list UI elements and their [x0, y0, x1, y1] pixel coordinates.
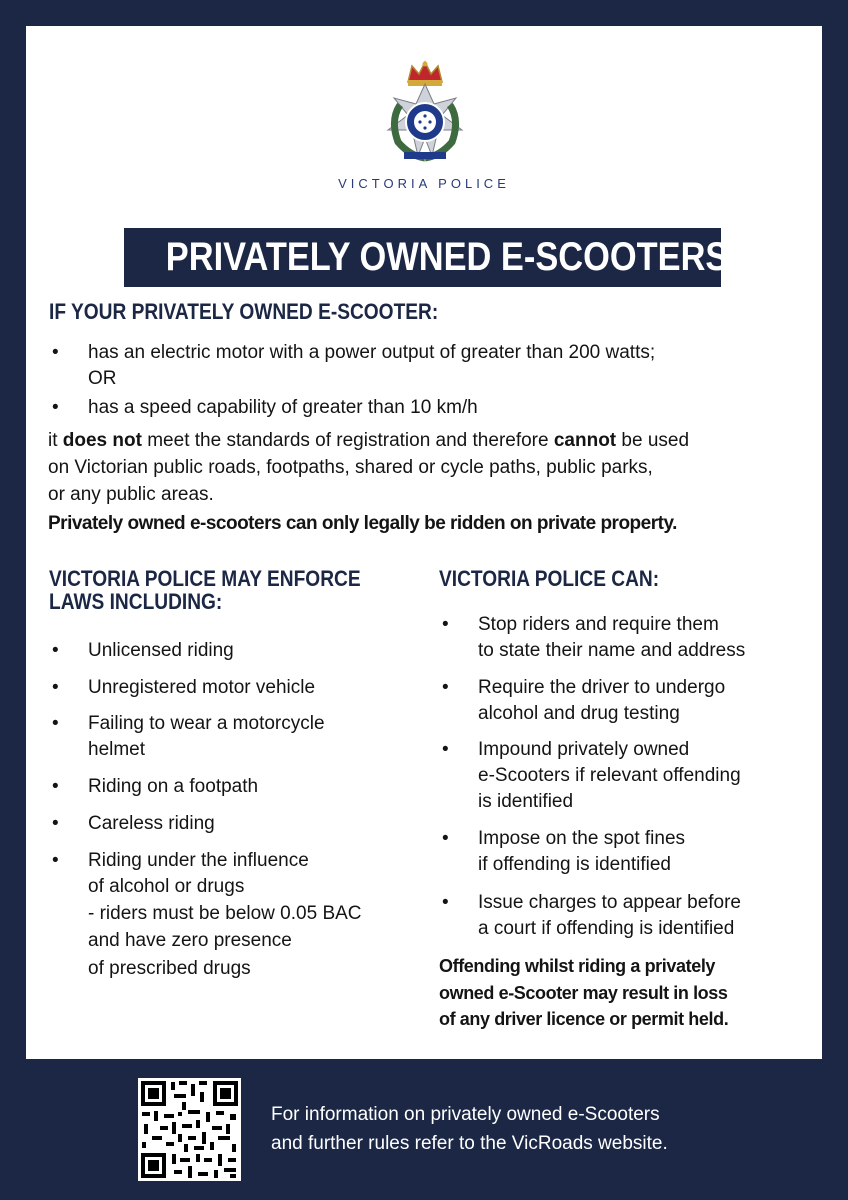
bullet-glyph: • [52, 813, 59, 834]
law-text: and have zero presence [88, 930, 292, 951]
para-text: be used [616, 430, 690, 451]
title-banner [124, 228, 729, 287]
power-text: Stop riders and require them [478, 614, 719, 635]
power-text: Require the driver to undergo [478, 677, 726, 698]
intro-paragraph-line: or any public areas. [48, 484, 214, 505]
bullet-glyph: • [52, 640, 59, 661]
footer-info: For information on privately owned e-Scooters [271, 1104, 660, 1125]
law-text: Unregistered motor vehicle [88, 677, 316, 698]
power-text: Impound privately owned [478, 739, 690, 760]
bullet-glyph: • [52, 776, 59, 797]
intro-bullet [52, 395, 752, 421]
qr-code-icon[interactable] [138, 1078, 241, 1181]
power-text: Issue charges to appear before [478, 892, 742, 913]
power-text: a court if offending is identified [478, 918, 735, 939]
power-text: alcohol and drug testing [478, 703, 680, 724]
law-text: of prescribed drugs [88, 958, 251, 979]
bullet-glyph: • [52, 713, 59, 734]
law-text: Riding on a footpath [88, 776, 259, 797]
para-text: it [48, 430, 63, 451]
intro-bullet [52, 340, 752, 392]
org-name: VICTORIA POLICE [338, 176, 510, 191]
intro-bullet-text: OR [88, 368, 117, 389]
law-text: Riding under the influence [88, 850, 309, 871]
bullet-glyph: • [442, 614, 449, 635]
power-text: e-Scooters if relevant offending [478, 765, 741, 786]
licence-warning: owned e-Scooter may result in loss [439, 983, 728, 1003]
power-text: if offending is identified [478, 854, 671, 875]
bullet-glyph: • [52, 342, 59, 363]
footer-info: and further rules refer to the VicRoads website. [271, 1133, 668, 1154]
police-badge-icon [382, 60, 468, 172]
left-heading: LAWS INCLUDING: [49, 589, 223, 614]
law-text: Failing to wear a motorcycle [88, 713, 325, 734]
law-text: Unlicensed riding [88, 640, 234, 661]
intro-bullet-text: has an electric motor with a power output of greater than 200 watts; [88, 342, 656, 363]
law-text: helmet [88, 739, 146, 760]
bullet-glyph: • [442, 828, 449, 849]
bullet-glyph: • [442, 739, 449, 760]
bullet-glyph: • [442, 677, 449, 698]
intro-bullet-text: has a speed capability of greater than 10 km/h [88, 397, 478, 418]
bullet-glyph: • [52, 397, 59, 418]
intro-heading: IF YOUR PRIVATELY OWNED E-SCOOTER: [49, 299, 439, 324]
para-emphasis: does not [62, 430, 142, 451]
right-heading: VICTORIA POLICE CAN: [439, 566, 660, 591]
licence-warning: of any driver licence or permit held. [439, 1009, 729, 1029]
para-text: meet the standards of registration and therefore [141, 430, 554, 451]
private-property-statement: Privately owned e-scooters can only legally be ridden on private property. [48, 513, 677, 534]
bullet-glyph: • [52, 850, 59, 871]
power-text: Impose on the spot fines [478, 828, 686, 849]
law-text: - riders must be below 0.05 BAC [88, 903, 362, 924]
bullet-glyph: • [52, 677, 59, 698]
para-emphasis: cannot [553, 430, 617, 451]
left-heading: VICTORIA POLICE MAY ENFORCE [49, 566, 361, 591]
power-text: is identified [478, 791, 574, 812]
intro-paragraph-line [48, 428, 689, 454]
bullet-glyph: • [442, 892, 449, 913]
page-title: PRIVATELY OWNED E-SCOOTERS [165, 235, 729, 279]
law-text: of alcohol or drugs [88, 876, 245, 897]
intro-paragraph-line: on Victorian public roads, footpaths, shared or cycle paths, public parks, [48, 457, 653, 478]
licence-warning: Offending whilst riding a privately [439, 956, 716, 976]
power-text: to state their name and address [478, 640, 746, 661]
law-text: Careless riding [88, 813, 215, 834]
